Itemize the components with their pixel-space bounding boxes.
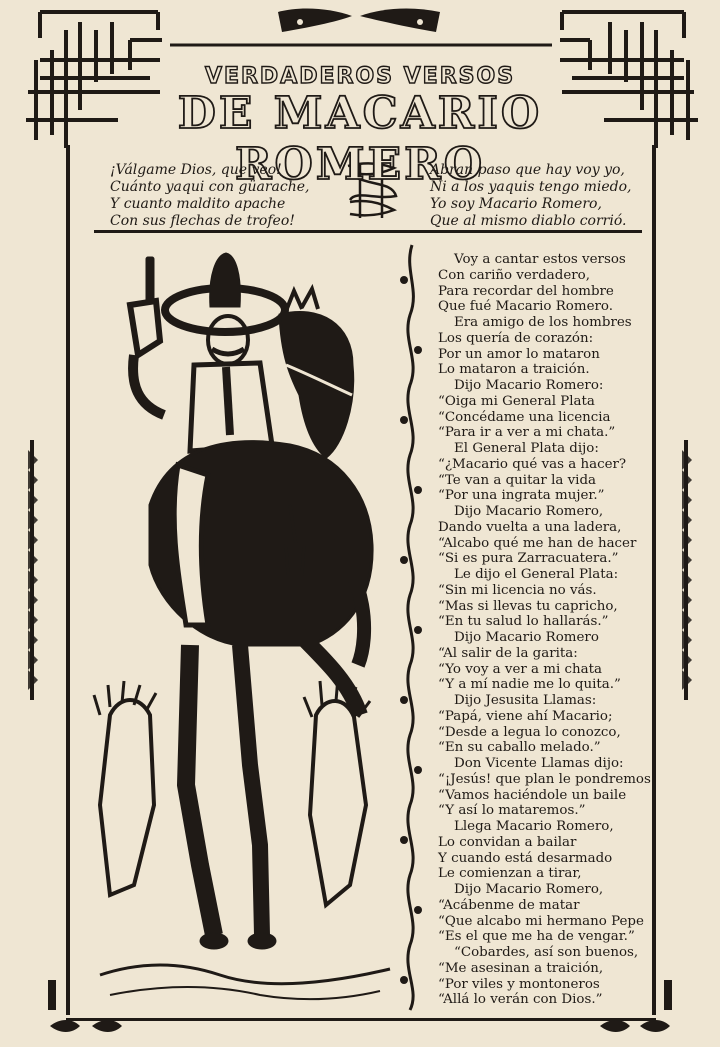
ballad-line: “Cobardes, así son buenos, — [454, 945, 639, 960]
ballad-line: Le comienzan a tirar, — [438, 866, 582, 882]
ballad-line: Dijo Macario Romero, — [454, 882, 604, 897]
page-title: DE MACARIO ROMERO — [177, 88, 543, 190]
ballad-text — [438, 252, 651, 1008]
ballad-line: Era amigo de los hombres — [454, 315, 632, 330]
ballad-line: Dijo Macario Romero — [454, 630, 599, 645]
verse-line: Que al mismo diablo corrió. — [430, 213, 627, 229]
ballad-line: Por un amor lo mataron — [438, 346, 600, 362]
verse-line: Yo soy Macario Romero, — [430, 196, 602, 212]
ballad-line: Lo mataron a traición. — [438, 362, 590, 378]
ballad-line: “Vamos haciéndole un baile — [438, 787, 627, 803]
ballad-line: “Por viles y montoneros — [438, 976, 600, 992]
verse-line: Ni a los yaquis tengo miedo, — [430, 179, 632, 195]
ballad-line: “Al salir de la garita: — [438, 645, 578, 661]
subtitle: VERDADEROS VERSOS — [204, 64, 516, 89]
ballad-line: “Que alcabo mi hermano Pepe — [438, 913, 644, 929]
ballad-line: “Concédame una licencia — [438, 409, 611, 425]
ballad-line: “Para ir a ver a mi chata.” — [438, 425, 616, 441]
ballad-line: “Allá lo verán con Dios.” — [438, 992, 603, 1008]
ballad-line: Dando vuelta a una ladera, — [438, 519, 622, 535]
ballad-line: “Si es pura Zarracuatera.” — [438, 551, 619, 567]
verse-line: Cuánto yaqui con güarache, — [110, 179, 310, 195]
ballad-line: Para recordar del hombre — [438, 283, 614, 299]
ballad-line: “Acábenme de matar — [438, 897, 580, 913]
ballad-line: “Yo voy a ver a mi chata — [438, 661, 602, 677]
ballad-line: Dijo Jesusita Llamas: — [454, 693, 597, 708]
ballad-line: “Y así lo mataremos.” — [438, 803, 586, 819]
ballad-line: “Alcabo qué me han de hacer — [438, 535, 637, 551]
ballad-line: Dijo Macario Romero, — [454, 504, 604, 519]
ballad-line: “En su caballo melado.” — [438, 740, 601, 756]
ballad-line: Don Vicente Llamas dijo: — [454, 756, 624, 771]
ballad-line: Voy a cantar estos versos — [454, 252, 626, 267]
verse-line: ¡Válgame Dios, que veo! — [110, 162, 282, 178]
ballad-line: “Sin mi licencia no vás. — [438, 582, 597, 598]
rider-illustration — [90, 245, 400, 1015]
ballad-line: “Papá, viene ahí Macario; — [438, 708, 613, 724]
ballad-line: “Es el que me ha de vengar.” — [438, 929, 635, 945]
ballad-line: “En tu salud lo hallarás.” — [438, 614, 609, 630]
ballad-line: Llega Macario Romero, — [454, 819, 614, 834]
ballad-line: “Desde a legua lo conozco, — [438, 724, 621, 740]
ballad-line: “Y a mí nadie me lo quita.” — [438, 677, 621, 693]
ballad-line: “Me asesinan a traición, — [438, 960, 604, 976]
ballad-line: “Mas si llevas tu capricho, — [438, 598, 618, 614]
ballad-line: “Te van a quitar la vida — [438, 472, 597, 488]
ballad-line: Con cariño verdadero, — [438, 267, 590, 283]
ballad-line: “Por una ingrata mujer.” — [438, 488, 605, 504]
ballad-line: Los quería de corazón: — [438, 330, 594, 346]
verse-line: Abran paso que hay voy yo, — [430, 162, 625, 178]
ballad-line: “¡Jesús! que plan le pondremos — [438, 771, 651, 787]
ballad-line: “¿Macario qué vas a hacer? — [438, 456, 627, 472]
verse-line: Con sus flechas de trofeo! — [110, 213, 295, 229]
ballad-line: Le dijo el General Plata: — [454, 567, 619, 582]
ballad-line: El General Plata dijo: — [454, 441, 599, 456]
ballad-line: Y cuando está desarmado — [438, 850, 613, 866]
verse-line: Y cuanto maldito apache — [110, 196, 286, 212]
ballad-line: “Oiga mi General Plata — [438, 393, 595, 409]
ballad-line: Dijo Macario Romero: — [454, 378, 604, 393]
ballad-line: Lo convidan a bailar — [438, 834, 577, 850]
ballad-line: Que fué Macario Romero. — [438, 299, 613, 315]
